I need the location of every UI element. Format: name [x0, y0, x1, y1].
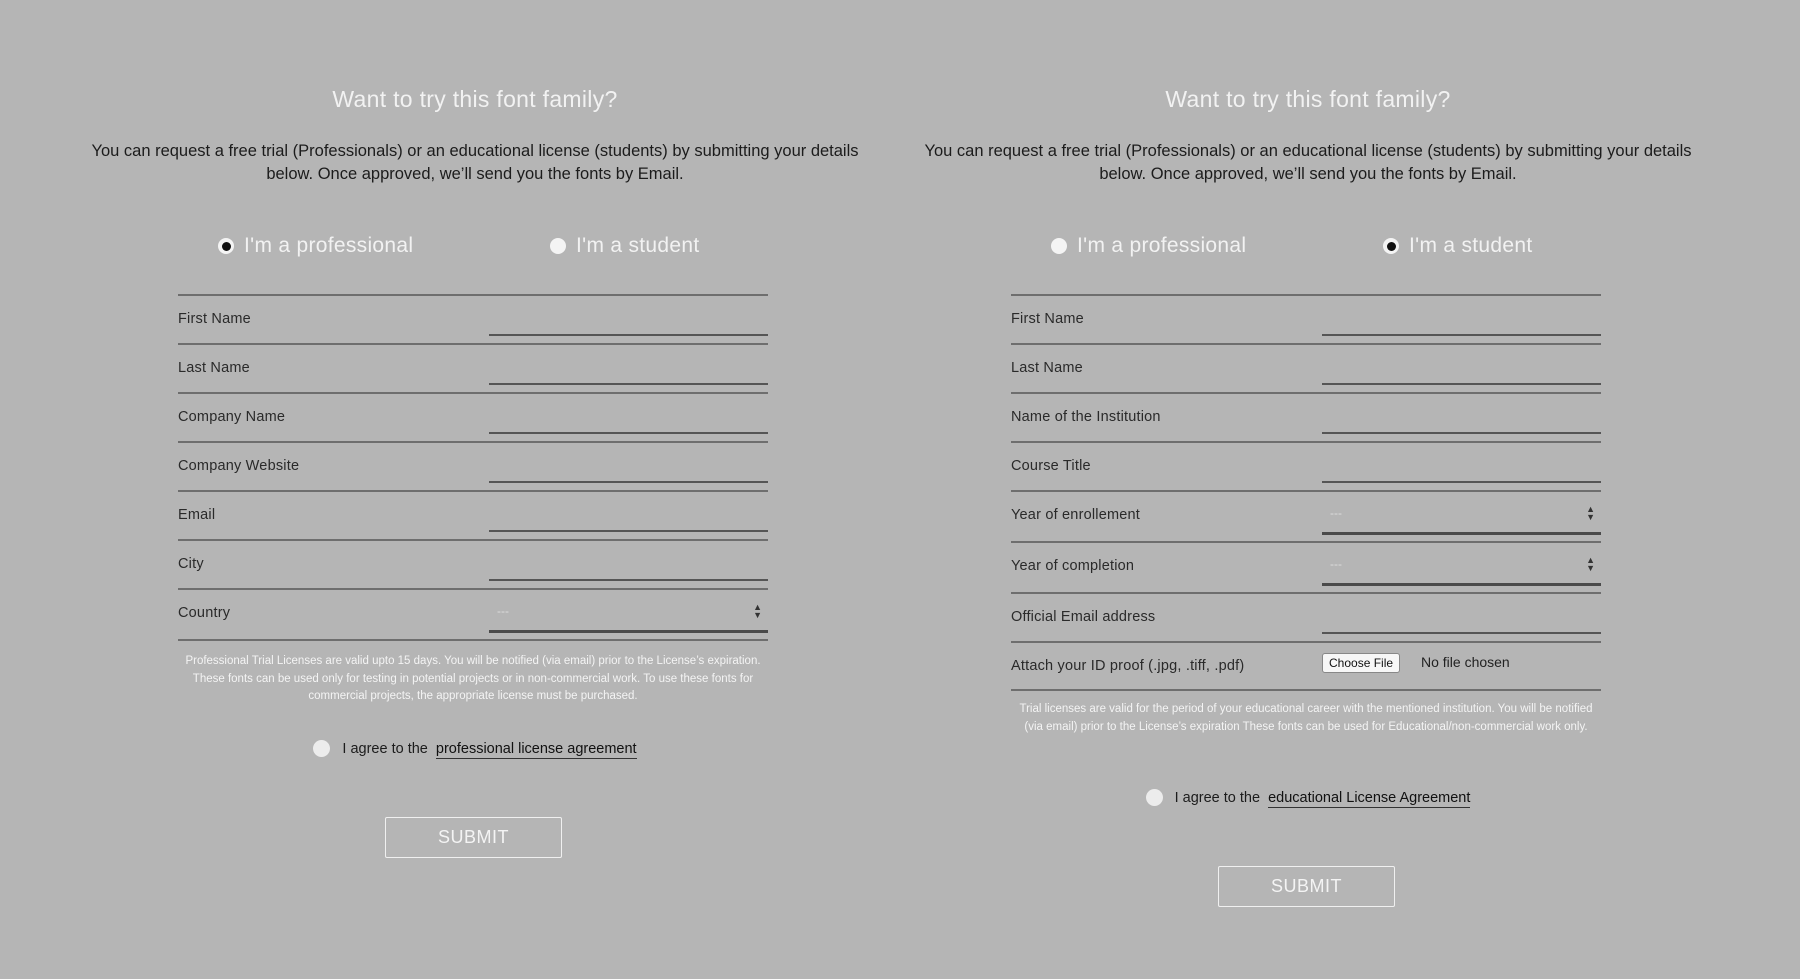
country-select-value: ---: [497, 604, 509, 618]
agree-text: [342, 741, 636, 757]
field-row-first-name: [178, 296, 768, 345]
file-status-text: No file chosen: [1421, 654, 1510, 670]
year-completion-select[interactable]: [1322, 543, 1601, 586]
radio-student[interactable]: [1383, 234, 1532, 258]
field-row-company-website: [178, 443, 768, 492]
select-arrows-icon: ▲ ▼: [753, 602, 762, 620]
field-row-email: [178, 492, 768, 541]
agree-row: [893, 789, 1723, 806]
agree-row: [60, 740, 890, 757]
company-website-label: Company Website: [178, 458, 300, 474]
official-email-input[interactable]: [1322, 594, 1601, 634]
country-label: Country: [178, 605, 231, 621]
field-row-city: [178, 541, 768, 590]
submit-button[interactable]: SUBMIT: [385, 817, 562, 858]
agree-checkbox[interactable]: [313, 740, 330, 757]
radio-unselected-icon[interactable]: [550, 238, 566, 254]
student-form-panel: [893, 0, 1723, 979]
intro-text: You can request a free trial (Professionals) or an educational license (students) by submitting your details below. Once approved, we’ll send you the fonts by Email.: [924, 142, 1692, 183]
radio-professional[interactable]: [218, 234, 413, 258]
institution-label: Name of the Institution: [1011, 409, 1161, 425]
submit-button[interactable]: SUBMIT: [1218, 866, 1395, 907]
field-row-official-email: [1011, 594, 1601, 643]
select-arrows-icon: ▲ ▼: [1586, 504, 1595, 522]
field-row-institution: [1011, 394, 1601, 443]
last-name-input[interactable]: [489, 345, 768, 385]
trial-note: Trial licenses are valid for the period of your educational career with the mentioned institution. You will be notified (via email) prior to the License’s expiration These fonts can be used for Educational/non-commercial work only.: [1019, 703, 1593, 733]
agree-checkbox[interactable]: [1146, 789, 1163, 806]
field-row-course-title: [1011, 443, 1601, 492]
field-row-id-proof: [1011, 643, 1601, 691]
year-completion-value: ---: [1330, 557, 1342, 571]
company-name-input[interactable]: [489, 394, 768, 434]
field-row-year-enrollment: [1011, 492, 1601, 543]
radio-student-label: I'm a student: [1409, 234, 1533, 257]
first-name-input[interactable]: [1322, 296, 1601, 336]
intro-text: You can request a free trial (Professionals) or an educational license (students) by submitting your details below. Once approved, we’ll send you the fonts by Email.: [91, 142, 859, 183]
field-row-last-name: [178, 345, 768, 394]
country-select[interactable]: [489, 590, 768, 633]
email-input[interactable]: [489, 492, 768, 532]
first-name-label: First Name: [178, 311, 251, 327]
panel-title: Want to try this font family?: [1165, 86, 1451, 112]
professional-form-panel: [60, 0, 890, 979]
last-name-input[interactable]: [1322, 345, 1601, 385]
user-type-radio-group: [60, 234, 890, 264]
radio-unselected-icon[interactable]: [1051, 238, 1067, 254]
trial-note: Professional Trial Licenses are valid upto 15 days. You will be notified (via email) prior to the License’s expiration. These fonts can be used only for testing in potential projects or in non-commercial work. To use these fonts for commercial projects, the appropriate license must be purchased.: [185, 655, 761, 702]
first-name-input[interactable]: [489, 296, 768, 336]
official-email-label: Official Email address: [1011, 609, 1156, 625]
company-name-label: Company Name: [178, 409, 286, 425]
radio-selected-icon[interactable]: [218, 238, 234, 254]
field-row-country: [178, 590, 768, 641]
agree-prefix: I agree to the: [1174, 789, 1261, 806]
radio-professional-label: I'm a professional: [244, 234, 414, 257]
student-fields: [1011, 294, 1601, 691]
year-enrollment-value: ---: [1330, 506, 1342, 520]
course-title-input[interactable]: [1322, 443, 1601, 483]
institution-input[interactable]: [1322, 394, 1601, 434]
choose-file-button[interactable]: Choose File: [1322, 653, 1400, 673]
panel-title: Want to try this font family?: [332, 86, 618, 112]
license-agreement-link[interactable]: professional license agreement: [435, 740, 637, 757]
year-enrollment-select[interactable]: [1322, 492, 1601, 535]
course-title-label: Course Title: [1011, 458, 1091, 474]
license-agreement-link[interactable]: educational License Agreement: [1268, 789, 1471, 806]
year-completion-label: Year of completion: [1011, 558, 1135, 574]
id-proof-label: Attach your ID proof (.jpg, .tiff, .pdf): [1011, 658, 1245, 674]
select-arrows-icon: ▲ ▼: [1586, 555, 1595, 573]
email-label: Email: [178, 507, 216, 523]
radio-selected-icon[interactable]: [1383, 238, 1399, 254]
radio-professional-label: I'm a professional: [1077, 234, 1247, 257]
radio-professional[interactable]: [1051, 234, 1246, 258]
professional-fields: [178, 294, 768, 641]
radio-student-label: I'm a student: [576, 234, 700, 257]
field-row-last-name: [1011, 345, 1601, 394]
field-row-first-name: [1011, 296, 1601, 345]
field-row-year-completion: [1011, 543, 1601, 594]
first-name-label: First Name: [1011, 311, 1084, 327]
radio-student[interactable]: [550, 234, 699, 258]
company-website-input[interactable]: [489, 443, 768, 483]
year-enrollment-label: Year of enrollement: [1011, 507, 1141, 523]
user-type-radio-group: [893, 234, 1723, 264]
agree-prefix: I agree to the: [342, 740, 428, 757]
field-row-company-name: [178, 394, 768, 443]
agree-text: [1175, 790, 1471, 806]
last-name-label: Last Name: [178, 360, 250, 376]
city-input[interactable]: [489, 541, 768, 581]
city-label: City: [178, 556, 204, 572]
last-name-label: Last Name: [1011, 360, 1083, 376]
